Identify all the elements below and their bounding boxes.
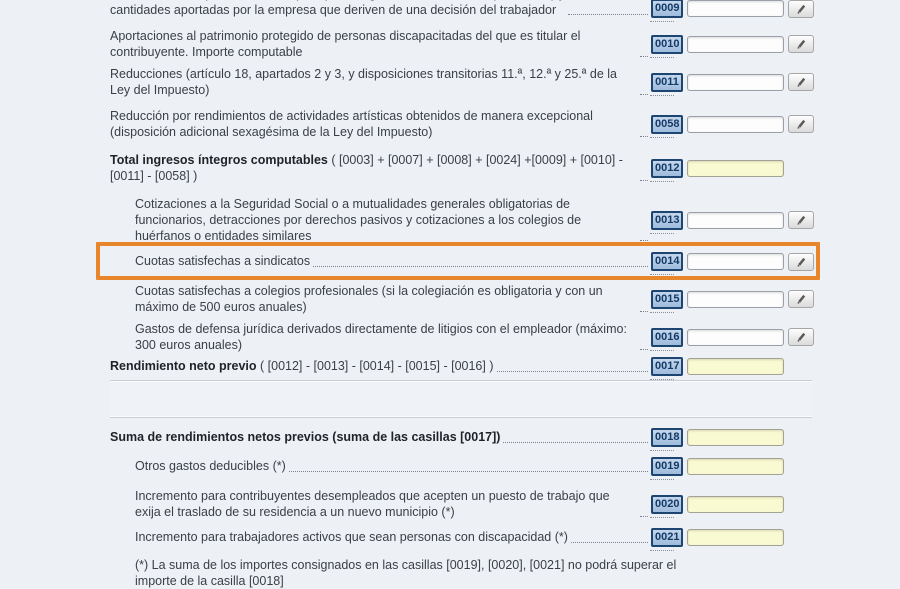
form-section-rendimientos: [110, 418, 812, 547]
row-label-text: [110, 66, 637, 98]
amount-field-0014[interactable]: [687, 253, 784, 270]
row-label-text: [135, 458, 286, 474]
row-label-normal: Reducciones (artículo 18, apartados 2 y 3, y disposiciones transitorias 11.ª, 12.ª y 25.ª de la Ley del Impuesto): [110, 67, 617, 97]
dotted-leader: [313, 253, 648, 267]
row-label-normal: Gastos de defensa jurídica derivados directamente de litigios con el empleador (máximo: 300 euros anuales): [135, 322, 627, 352]
dotted-leader: [571, 529, 648, 543]
form-section-ingresos: [110, 0, 812, 376]
row-controls: [651, 357, 812, 376]
pencil-icon: [795, 293, 807, 305]
dotted-leader: [503, 429, 648, 443]
form-row-0012: [110, 152, 812, 184]
row-label-bold: Suma de rendimientos netos previos (suma de las casillas [0017]): [110, 430, 501, 444]
row-label-text: [135, 321, 637, 353]
pencil-icon: [795, 214, 807, 226]
edit-button-0016[interactable]: [788, 328, 814, 346]
row-label: [110, 253, 651, 270]
row-label-text: [110, 358, 494, 374]
row-label-normal: Otros gastos deducibles (*): [135, 459, 286, 473]
row-controls: [651, 211, 812, 230]
form-row-0021: [110, 528, 812, 547]
row-label-bold: Rendimiento neto previo: [110, 359, 257, 373]
row-label: [110, 488, 651, 520]
row-label-normal: Incremento para contribuyentes desempleados que acepten un puesto de trabajo que exija el traslado de su residencia a un nuevo municipio (*): [135, 489, 610, 519]
form-row-0016: [110, 321, 812, 353]
computed-field-0012: [687, 160, 784, 177]
box-code-0021: 0021: [651, 528, 683, 547]
computed-field-0018: [687, 429, 784, 446]
amount-field-0010[interactable]: [687, 36, 784, 53]
row-label: [110, 358, 651, 375]
row-label: [110, 283, 651, 315]
form-row-0020: [110, 488, 812, 520]
form-row-0018: [110, 428, 812, 447]
clipped-line: [110, 0, 565, 2]
row-label-text: [110, 152, 637, 184]
row-label-normal: Reducción por rendimientos de actividades artísticas obtenidos de manera excepcional (disposición adicional sexagésima de la Ley del Impuesto): [110, 109, 593, 139]
box-code-0058: 0058: [651, 115, 683, 134]
box-code-0016: 0016: [651, 328, 683, 347]
edit-button-0011[interactable]: [788, 73, 814, 91]
form-row-0019: [110, 457, 812, 476]
amount-field-0009[interactable]: [687, 0, 784, 17]
edit-button-0014[interactable]: [788, 253, 814, 271]
row-label: [110, 529, 651, 546]
row-controls: [651, 328, 812, 347]
row-label-normal: ( [0012] - [0013] - [0014] - [0015] - [0016] ): [256, 359, 494, 373]
form-row-0009: [110, 0, 812, 18]
box-code-0013: 0013: [651, 211, 683, 230]
row-label-text: [135, 488, 637, 520]
row-label-normal: Cuotas satisfechas a sindicatos: [135, 254, 311, 268]
amount-field-0058[interactable]: [687, 116, 784, 133]
dotted-leader: [640, 298, 648, 312]
row-label: [110, 28, 651, 60]
row-label: [110, 0, 651, 18]
amount-field-0016[interactable]: [687, 329, 784, 346]
row-label-text: [135, 196, 637, 244]
row-controls: [651, 0, 812, 18]
form-row-0015: [110, 283, 812, 315]
edit-button-0009[interactable]: [788, 0, 814, 18]
box-code-0020: 0020: [651, 495, 683, 514]
row-controls: [651, 495, 812, 514]
row-label-text: [110, 28, 637, 60]
section-divider: [110, 380, 812, 418]
pencil-icon: [795, 3, 807, 15]
dotted-leader: [640, 336, 648, 350]
box-code-0019: 0019: [651, 457, 683, 476]
edit-button-0010[interactable]: [788, 35, 814, 53]
row-controls: [651, 35, 812, 54]
row-controls: [651, 428, 812, 447]
box-code-0018: 0018: [651, 428, 683, 447]
row-controls: [651, 159, 812, 178]
row-label: [110, 196, 651, 244]
pencil-icon: [795, 256, 807, 268]
row-label-normal: ( [0003] + [0007] + [0008] + [0024] +[0009] + [0010] - [0011] - [0058] ): [110, 153, 623, 183]
form-row-0014: [110, 252, 812, 271]
row-label: [110, 108, 651, 140]
row-label: [110, 66, 651, 98]
footnote-text: (*) La suma de los importes consignados en las casillas [0019], [0020], [0021] no podrá superar el importe de la casilla [0018]: [135, 558, 677, 588]
dotted-leader: [640, 167, 648, 181]
box-code-0010: 0010: [651, 35, 683, 54]
pencil-icon: [795, 118, 807, 130]
row-label: [110, 429, 651, 446]
computed-field-0020: [687, 496, 784, 513]
row-label-normal: cantidades aportadas por la empresa que deriven de una decisión del trabajador: [110, 3, 557, 17]
edit-button-0015[interactable]: [788, 290, 814, 308]
pencil-icon: [795, 331, 807, 343]
row-controls: [651, 115, 812, 134]
row-label-text: [110, 429, 500, 445]
amount-field-0013[interactable]: [687, 212, 784, 229]
dotted-leader: [640, 503, 648, 517]
dotted-leader: [640, 227, 648, 241]
row-label-text: [110, 0, 565, 18]
pencil-icon: [795, 76, 807, 88]
row-label-normal: Aportaciones al patrimonio protegido de personas discapacitadas del que es titular el contribuyente. Importe computable: [110, 29, 581, 59]
box-code-0015: 0015: [651, 290, 683, 309]
form-row-0017: [110, 357, 812, 376]
row-controls: [651, 457, 812, 476]
dotted-leader: [640, 43, 648, 57]
row-label: [110, 321, 651, 353]
box-code-0014: 0014: [651, 252, 683, 271]
row-label: [110, 152, 651, 184]
form-row-0011: [110, 66, 812, 98]
row-label-normal: Cotizaciones a la Seguridad Social o a mutualidades generales obligatorias de funcionarios, detracciones por derechos pasivos y cotizaciones a los colegios de huérfanos o entidades similares: [135, 197, 582, 243]
dotted-leader: [568, 1, 648, 15]
amount-field-0015[interactable]: [687, 291, 784, 308]
amount-field-0011[interactable]: [687, 74, 784, 91]
edit-button-0013[interactable]: [788, 211, 814, 229]
box-code-0011: 0011: [651, 73, 683, 92]
row-label: [110, 458, 651, 475]
row-label-normal: Cuotas satisfechas a colegios profesionales (si la colegiación es obligatoria y con un máximo de 500 euros anuales): [135, 284, 603, 314]
row-label-text: [135, 253, 310, 269]
row-label-text: [135, 529, 568, 545]
row-controls: [651, 290, 812, 309]
box-code-0012: 0012: [651, 159, 683, 178]
computed-field-0019: [687, 458, 784, 475]
computed-field-0017: [687, 358, 784, 375]
computed-field-0021: [687, 529, 784, 546]
form-row-0013: [110, 196, 812, 244]
row-controls: [651, 73, 812, 92]
form-row-0058: [110, 108, 812, 140]
row-controls: [651, 528, 812, 547]
box-code-0009: 0009: [651, 0, 683, 18]
dotted-leader: [640, 81, 648, 95]
dotted-leader: [640, 123, 648, 137]
pencil-icon: [795, 38, 807, 50]
row-label-text: [135, 283, 637, 315]
box-code-0017: 0017: [651, 357, 683, 376]
row-label-bold: Total ingresos íntegros computables: [110, 153, 328, 167]
dotted-leader: [497, 358, 649, 372]
row-label-normal: Incremento para trabajadores activos que sean personas con discapacidad (*): [135, 530, 568, 544]
row-label-text: [110, 108, 637, 140]
dotted-leader: [289, 458, 648, 472]
row-controls: [651, 252, 812, 271]
edit-button-0058[interactable]: [788, 115, 814, 133]
form-row-0010: [110, 28, 812, 60]
